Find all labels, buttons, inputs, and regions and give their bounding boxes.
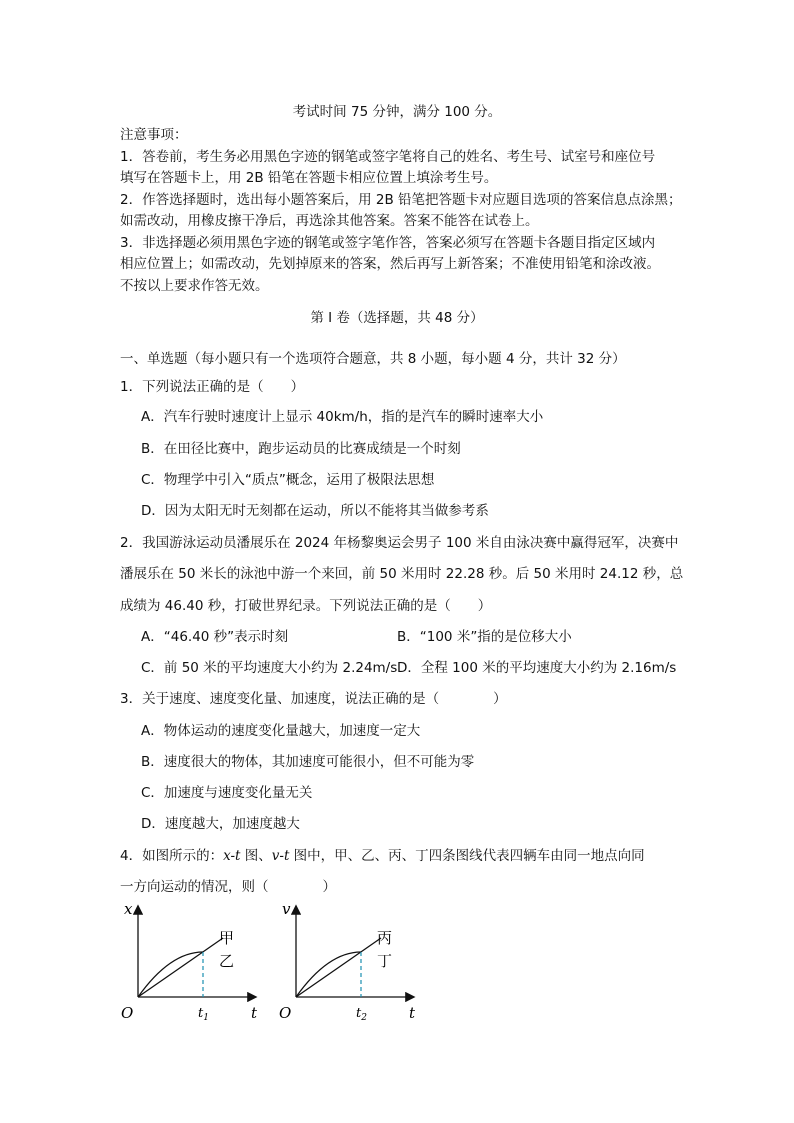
question-1-option-c: C．物理学中引入“质点”概念，运用了极限法思想 (141, 472, 435, 488)
vt-x-label: t (409, 1004, 416, 1022)
question-3-stem: 3．关于速度、速度变化量、加速度，说法正确的是（ ） (120, 691, 507, 707)
vt-graph (273, 897, 428, 1022)
question-3-option-b: B．速度很大的物体，其加速度可能很小，但不可能为零 (141, 754, 475, 770)
xt-label-jia: 甲 (219, 929, 235, 947)
notice-title: 注意事项： (120, 127, 188, 143)
section-heading: 一、单选题（每小题只有一个选项符合题意，共 8 小题，每小题 4 分，共计 32 分） (120, 351, 626, 367)
notice-line: 填写在答题卡上，用 2B 铅笔在答题卡相应位置上填涂考生号。 (120, 170, 498, 186)
question-3-option-a: A．物体运动的速度变化量越大，加速度一定大 (141, 723, 421, 739)
xt-tick-label (198, 1006, 209, 1022)
notice-line: 相应位置上；如需改动，先划掉原来的答案，然后再写上新答案；不准使用铅笔和涂改液。 (120, 256, 660, 272)
vt-label-ding: 丁 (377, 952, 393, 970)
question-4-stem-b: 图、 (240, 848, 272, 864)
question-2-stem-line: 潘展乐在 50 米长的泳池中游一个来回，前 50 米用时 22.28 秒。后 50 米用时 24.12 秒，总 (120, 566, 684, 582)
question-1-option-d: D．因为太阳无时无刻都在运动，所以不能将其当做参考系 (141, 503, 489, 519)
vt-tick-t: t (356, 1006, 362, 1021)
vt-y-label: v (282, 900, 291, 918)
question-4-stem-c: 图中，甲、乙、丙、丁四条图线代表四辆车由同一地点向同 (289, 848, 645, 864)
vt-graph-name: v-t (271, 848, 290, 864)
vt-label-bing: 丙 (377, 929, 393, 947)
vt-tick-label (356, 1006, 367, 1022)
notice-line: 不按以上要求作答无效。 (120, 277, 269, 294)
xt-tick-t: t (198, 1006, 204, 1021)
xt-graph (115, 897, 270, 1022)
xt-label-yi: 乙 (219, 952, 235, 970)
exam-time: 考试时间 75 分钟，满分 100 分。 (292, 104, 502, 120)
section-title: 第 I 卷（选择题，共 48 分） (310, 310, 484, 326)
question-4-stem-line1 (120, 844, 645, 864)
notice-line: 如需改动，用橡皮擦干净后，再选涂其他答案。答案不能答在试卷上。 (120, 213, 539, 229)
question-1-stem: 1．下列说法正确的是（ ） (120, 379, 305, 395)
question-3-option-c: C．加速度与速度变化量无关 (141, 785, 313, 801)
notice-line: 2．作答选择题时，选出每小题答案后，用 2B 铅笔把答题卡对应题目选项的答案信息点涂黑； (120, 191, 682, 208)
notice-line: 3．非选择题必须用黑色字迹的钢笔或签字笔作答，答案必须写在答题卡各题目指定区域内 (120, 234, 656, 251)
question-2-option-a: A．“46.40 秒”表示时刻 (141, 629, 289, 645)
question-1-option-a: A．汽车行驶时速度计上显示 40km/h，指的是汽车的瞬时速率大小 (141, 409, 544, 425)
question-2-option-c: C．前 50 米的平均速度大小约为 2.24m/s (141, 660, 398, 676)
question-3-option-d: D．速度越大，加速度越大 (141, 816, 300, 832)
xt-tick-subscript: 1 (203, 1013, 209, 1022)
question-2-stem-line: 成绩为 46.40 秒，打破世界纪录。下列说法正确的是（ ） (120, 598, 492, 614)
question-2-stem-line: 2．我国游泳运动员潘展乐在 2024 年杨黎奥运会男子 100 米自由泳决赛中赢得冠军，决赛中 (120, 535, 679, 551)
xt-graph-name: x-t (223, 848, 241, 864)
xt-line-jia (138, 938, 223, 997)
notice-line: 1．答卷前，考生务必用黑色字迹的钢笔或签字笔将自己的姓名、考生号、试室号和座位号 (120, 148, 656, 165)
question-4-stem-a: 4．如图所示的： (120, 848, 224, 864)
question-1-option-b: B．在田径比赛中，跑步运动员的比赛成绩是一个时刻 (141, 441, 461, 457)
vt-line-bing (296, 938, 381, 997)
xt-origin-label: O (121, 1004, 134, 1022)
xt-x-label: t (251, 1004, 258, 1022)
question-2-option-b: B．“100 米”指的是位移大小 (397, 629, 572, 645)
xt-y-label: x (124, 900, 133, 918)
question-4-stem-line2: 一方向运动的情况，则（ ） (120, 879, 336, 895)
question-2-option-d: D．全程 100 米的平均速度大小约为 2.16m/s (397, 660, 677, 676)
vt-tick-subscript: 2 (361, 1013, 367, 1022)
vt-origin-label: O (279, 1004, 292, 1022)
notice-block (120, 125, 690, 297)
